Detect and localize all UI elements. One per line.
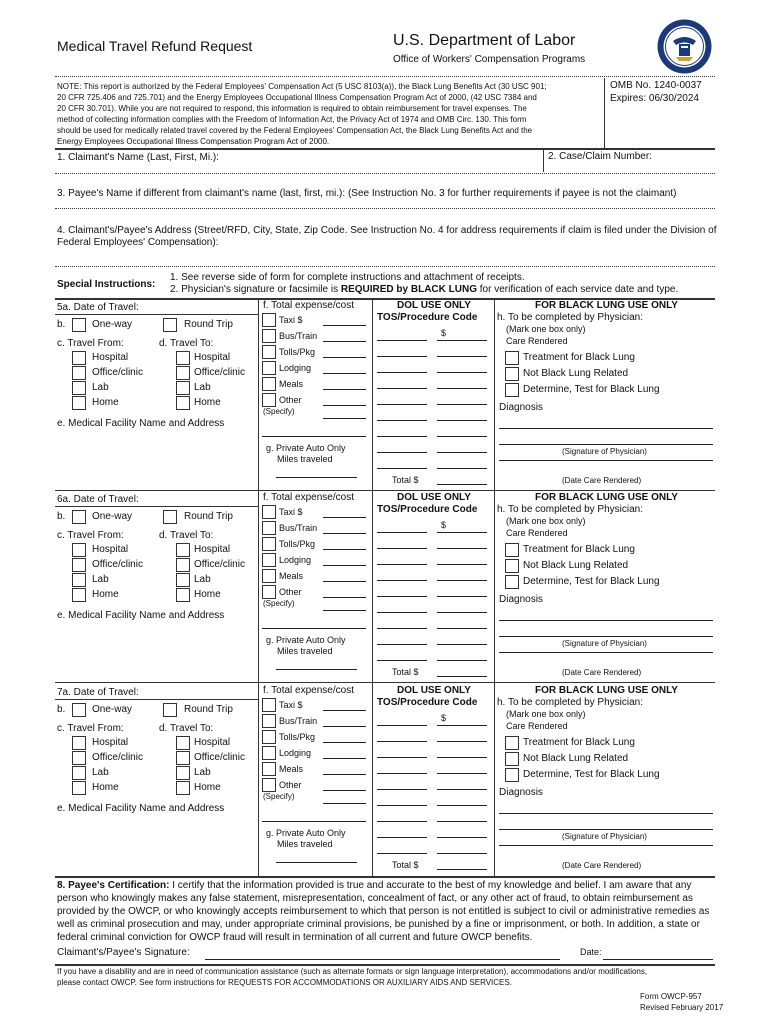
section-1-bus-train-checkbox[interactable] [262,329,276,343]
section-3-total-amount[interactable] [437,869,487,870]
section-2-other-amount[interactable] [323,597,366,598]
section-2-total-amount[interactable] [437,676,487,677]
section-1-taxi-checkbox[interactable] [262,313,276,327]
section-1-specify-line[interactable] [262,436,366,437]
section-3-miles-traveled[interactable] [276,862,357,863]
section-3-from-lab-checkbox[interactable] [72,766,86,780]
section-1-tos-amount[interactable] [437,340,487,341]
section-3-to-office-checkbox[interactable] [176,751,190,765]
date-line[interactable] [603,959,713,960]
section-1-bus-train-amount[interactable] [323,341,366,342]
section-1-lodging-checkbox[interactable] [262,361,276,375]
section-2-from-home-checkbox[interactable] [72,588,86,602]
section-2-bl-not-related-checkbox[interactable] [505,559,519,573]
section-3-to-hospital-checkbox[interactable] [176,736,190,750]
section-2-specify-line[interactable] [262,628,366,629]
section-2-tolls-amount[interactable] [323,549,366,550]
section-1-total-amount[interactable] [437,484,487,485]
section-1-diagnosis[interactable]: Diagnosis [499,402,543,413]
section-3-diagnosis[interactable]: Diagnosis [499,787,543,798]
section-1-from-home-checkbox[interactable] [72,396,86,410]
section-1-miles-traveled[interactable] [276,477,357,478]
section-1-bl-determine-checkbox[interactable] [505,383,519,397]
section-2-to-home-checkbox[interactable] [176,588,190,602]
section-2-date-of-travel[interactable]: 6a. Date of Travel: [57,494,139,505]
payee-name-field[interactable]: 3. Payee's Name if different from claimant's name (last, first, mi.): (See Instruction No. 3 for further requirements if payee is not the claimant) [57,188,677,199]
section-2-tolls-checkbox[interactable] [262,537,276,551]
section-2-taxi-checkbox[interactable] [262,505,276,519]
section-1-to-home-checkbox[interactable] [176,396,190,410]
omb-expires: Expires: 06/30/2024 [610,93,699,104]
section-3-bl-not-related-checkbox[interactable] [505,752,519,766]
special-instructions-label: Special Instructions: [57,279,156,290]
date-label: Date: [580,947,602,957]
section-3-tos-code[interactable] [377,725,427,726]
section-2-meals-amount[interactable] [323,581,366,582]
section-1-other-checkbox[interactable] [262,393,276,407]
section-2-lodging-amount[interactable] [323,565,366,566]
section-3-taxi-checkbox[interactable] [262,698,276,712]
section-2-lodging-checkbox[interactable] [262,553,276,567]
section-3-to-home-checkbox[interactable] [176,781,190,795]
section-3-meals-amount[interactable] [323,774,366,775]
section-1-facility-name[interactable]: e. Medical Facility Name and Address [57,418,225,429]
section-1-bl-treatment-checkbox[interactable] [505,351,519,365]
special-instruction-1: 1. See reverse side of form for complete instructions and attachment of receipts. [170,272,525,283]
signature-line[interactable] [205,959,560,960]
section-2-miles-traveled[interactable] [276,669,357,670]
section-2-to-hospital-checkbox[interactable] [176,543,190,557]
section-3-lodging-amount[interactable] [323,758,366,759]
section-3-taxi-amount[interactable] [323,710,366,711]
section-2-from-hospital-checkbox[interactable] [72,543,86,557]
office-name: Office of Workers' Compensation Programs [393,54,586,65]
section-1-date-of-travel[interactable]: 5a. Date of Travel: [57,302,139,313]
section-1-tos-code[interactable] [377,340,427,341]
section-2-diagnosis[interactable]: Diagnosis [499,594,543,605]
section-3-physician-signature[interactable] [499,845,713,846]
section-2-bl-treatment-checkbox[interactable] [505,543,519,557]
form-title: Medical Travel Refund Request [57,38,253,54]
section-3-facility-name[interactable]: e. Medical Facility Name and Address [57,803,225,814]
section-1-tolls-checkbox[interactable] [262,345,276,359]
section-2-tos-code[interactable] [377,532,427,533]
section-2-bus-train-amount[interactable] [323,533,366,534]
section-3-other-checkbox[interactable] [262,778,276,792]
section-1-bl-not-related-checkbox[interactable] [505,367,519,381]
payee-certification: 8. Payee's Certification: I certify that the information provided is true and accurate to the best of my knowledge and belief. I am aware that any [57,880,692,891]
agency-name: U.S. Department of Labor [393,32,576,49]
section-3-bus-train-amount[interactable] [323,726,366,727]
section-1-round-trip-checkbox[interactable] [163,318,177,332]
section-1-one-way-checkbox[interactable] [72,318,86,332]
section-1-to-lab-checkbox[interactable] [176,381,190,395]
section-3-meals-checkbox[interactable] [262,762,276,776]
section-1-physician-signature[interactable] [499,460,713,461]
section-1-from-office-checkbox[interactable] [72,366,86,380]
section-2-physician-signature[interactable] [499,652,713,653]
section-3-from-hospital-checkbox[interactable] [72,736,86,750]
section-1-tolls-amount[interactable] [323,357,366,358]
section-3-to-lab-checkbox[interactable] [176,766,190,780]
section-3-from-office-checkbox[interactable] [72,751,86,765]
omb-number: OMB No. 1240-0037 [610,80,702,91]
section-3-from-home-checkbox[interactable] [72,781,86,795]
section-3-bl-determine-checkbox[interactable] [505,768,519,782]
section-2-from-lab-checkbox[interactable] [72,573,86,587]
section-2-tos-amount[interactable] [437,532,487,533]
section-2-taxi-amount[interactable] [323,517,366,518]
section-3-bl-treatment-checkbox[interactable] [505,736,519,750]
section-3-bus-train-checkbox[interactable] [262,714,276,728]
section-2-facility-name[interactable]: e. Medical Facility Name and Address [57,610,225,621]
revised-date: Revised February 2017 [640,1003,724,1012]
section-1-from-lab-checkbox[interactable] [72,381,86,395]
section-3-other-amount[interactable] [323,790,366,791]
form-number: Form OWCP-957 [640,992,702,1001]
section-1-meals-checkbox[interactable] [262,377,276,391]
section-1-taxi-amount[interactable] [323,325,366,326]
section-2-meals-checkbox[interactable] [262,569,276,583]
section-3-lodging-checkbox[interactable] [262,746,276,760]
section-2-to-lab-checkbox[interactable] [176,573,190,587]
section-3-specify-line[interactable] [262,821,366,822]
section-2-round-trip-checkbox[interactable] [163,510,177,524]
accommodation-notice: If you have a disability and are in need of communication assistance (such as alternate formats or sign language interpretation), accommodations and/or modifications, [57,967,648,976]
section-2-from-office-checkbox[interactable] [72,558,86,572]
special-instruction-2: 2. Physician's signature or facsimile is REQUIRED by BLACK LUNG for verification of each service date and type. [170,284,679,295]
section-2-to-office-checkbox[interactable] [176,558,190,572]
section-3-one-way-checkbox[interactable] [72,703,86,717]
section-1-lodging-amount[interactable] [323,373,366,374]
signature-label: Claimant's/Payee's Signature: [57,947,190,958]
section-1-meals-amount[interactable] [323,389,366,390]
address-field[interactable]: 4. Claimant's/Payee's Address (Street/RFD, City, State, Zip Code. See Instruction No. 4 for address requirements if claim is filed under the Division of [57,225,717,236]
claimant-name-field[interactable]: 1. Claimant's Name (Last, First, Mi.): [57,152,219,163]
section-1-to-hospital-checkbox[interactable] [176,351,190,365]
section-2-other-checkbox[interactable] [262,585,276,599]
section-2-one-way-checkbox[interactable] [72,510,86,524]
section-3-tos-amount[interactable] [437,725,487,726]
section-1-from-hospital-checkbox[interactable] [72,351,86,365]
section-2-bl-determine-checkbox[interactable] [505,575,519,589]
dol-seal-icon [657,19,712,74]
section-3-tolls-amount[interactable] [323,742,366,743]
case-number-field[interactable]: 2. Case/Claim Number: [548,151,652,162]
section-1-other-amount[interactable] [323,405,366,406]
section-3-round-trip-checkbox[interactable] [163,703,177,717]
section-2-bus-train-checkbox[interactable] [262,521,276,535]
section-3-date-of-travel[interactable]: 7a. Date of Travel: [57,687,139,698]
section-3-tolls-checkbox[interactable] [262,730,276,744]
section-1-to-office-checkbox[interactable] [176,366,190,380]
